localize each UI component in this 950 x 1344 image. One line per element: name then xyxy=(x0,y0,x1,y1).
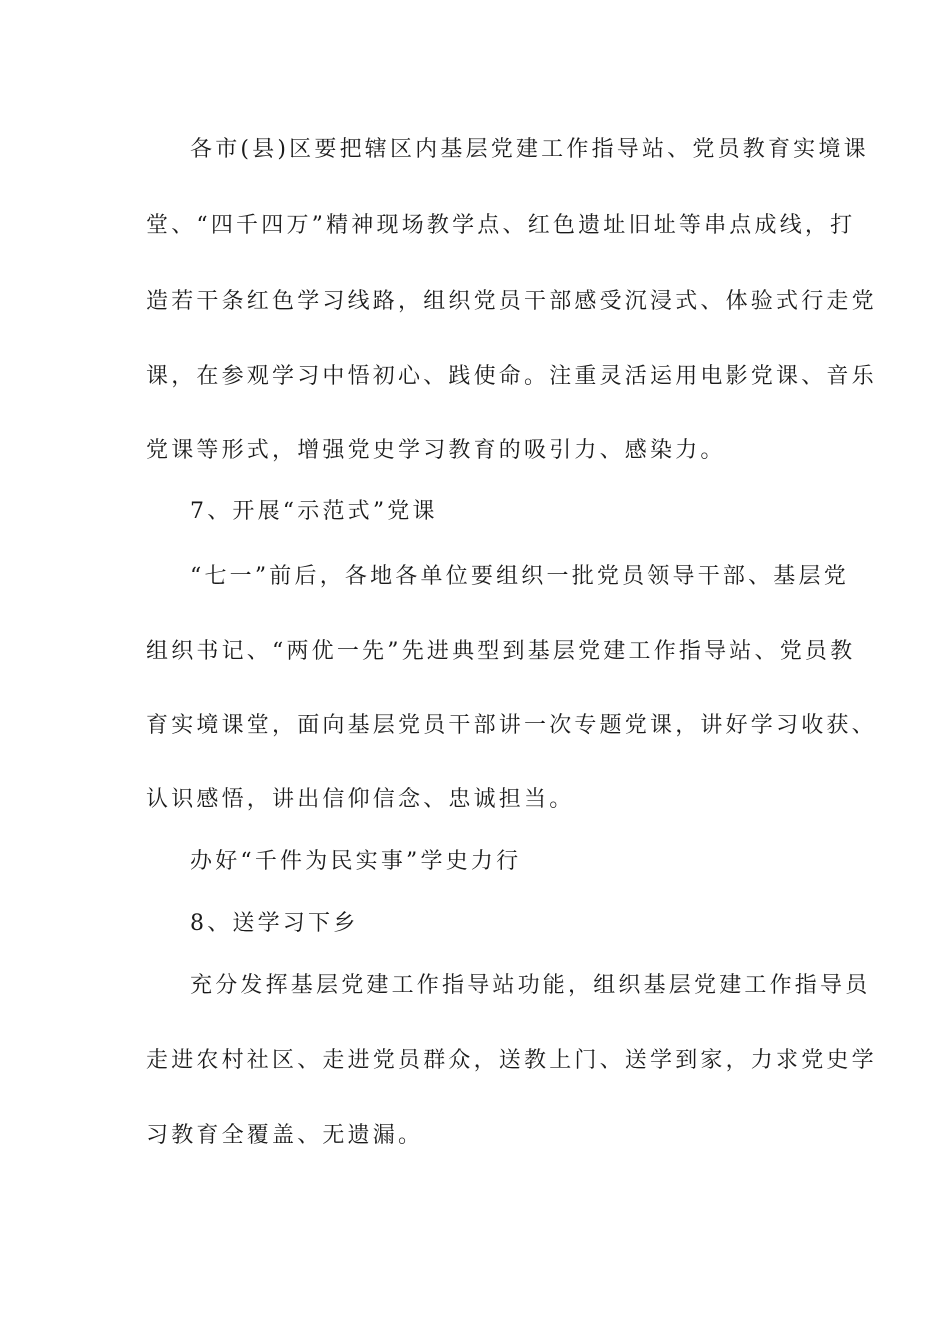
paragraph-1-line-3: 造若干条红色学习线路，组织党员干部感受沉浸式、体验式行走党 xyxy=(146,289,877,314)
section-heading-8: 8、送学习下乡 xyxy=(190,911,359,936)
paragraph-1-line-1: 各市(县)区要把辖区内基层党建工作指导站、党员教育实境课 xyxy=(190,137,869,162)
paragraph-1-line-4: 课，在参观学习中悟初心、践使命。注重灵活运用电影党课、音乐 xyxy=(146,364,877,389)
section-heading-practice: 办好“千件为民实事”学史力行 xyxy=(190,849,522,874)
paragraph-3-line-2: 走进农村社区、走进党员群众，送教上门、送学到家，力求党史学 xyxy=(146,1048,877,1073)
paragraph-2-line-2: 组织书记、“两优一先”先进典型到基层党建工作指导站、党员教 xyxy=(146,639,856,664)
paragraph-3-line-1: 充分发挥基层党建工作指导站功能，组织基层党建工作指导员 xyxy=(190,973,871,998)
section-heading-7: 7、开展“示范式”党课 xyxy=(190,499,438,524)
paragraph-2-line-3: 育实境课堂，面向基层党员干部讲一次专题党课，讲好学习收获、 xyxy=(146,713,877,738)
paragraph-1-line-5: 党课等形式，增强党史学习教育的吸引力、感染力。 xyxy=(146,438,726,463)
paragraph-2-line-4: 认识感悟，讲出信仰信念、忠诚担当。 xyxy=(146,787,575,812)
paragraph-1-line-2: 堂、“四千四万”精神现场教学点、红色遗址旧址等串点成线，打 xyxy=(146,213,856,238)
paragraph-2-line-1: “七一”前后，各地各单位要组织一批党员领导干部、基层党 xyxy=(190,564,849,589)
paragraph-3-line-3: 习教育全覆盖、无遗漏。 xyxy=(146,1123,424,1148)
